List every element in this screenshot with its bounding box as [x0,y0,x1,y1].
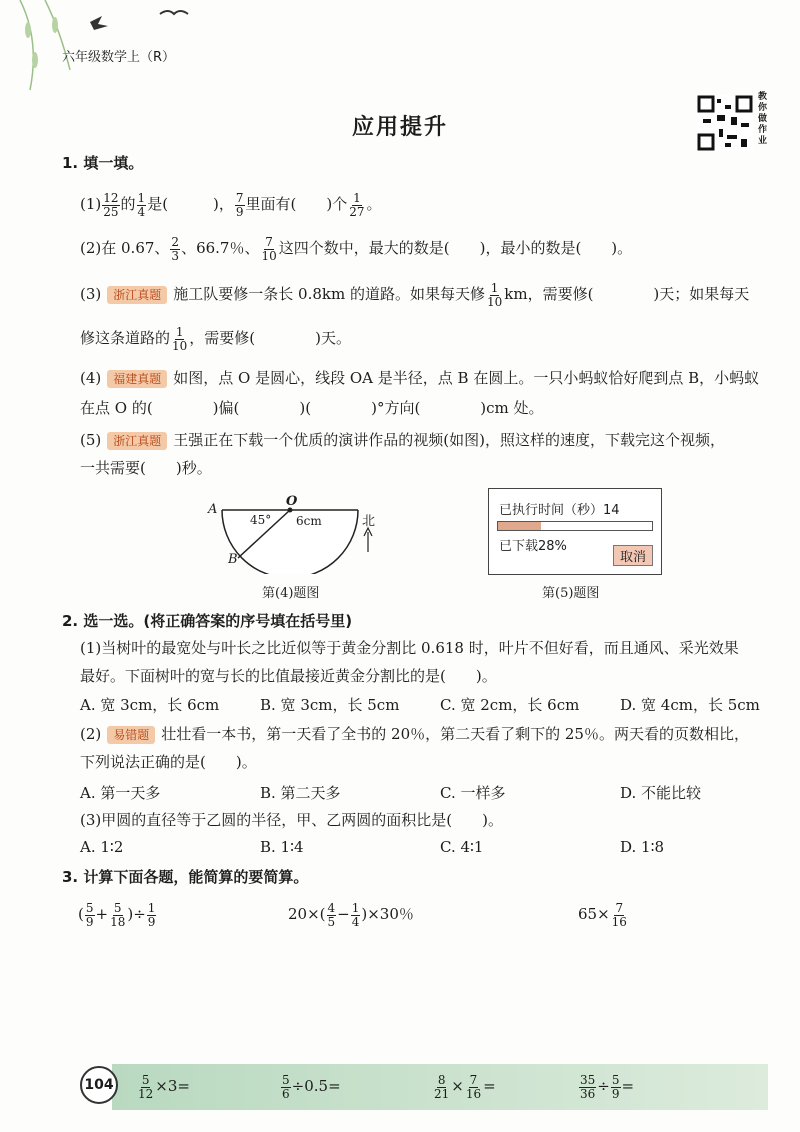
download-dialog [488,488,662,575]
choice-d: D. 不能比较 [620,784,702,802]
choice-a: A. 宽 3cm，长 6cm [80,696,220,714]
calc-1: ( $\frac{5}{9}$ + $\frac{5}{18}$ )÷ $\frac{1}{9}$ [78,900,156,929]
point-b-label: B [228,552,238,567]
region-tag: 浙江真题 [107,432,167,450]
q2-1-line2: 最好。下面树叶的宽与长的比值最接近黄金分割比的是( )。 [80,667,497,685]
north-label: 北 [362,514,376,529]
page-title: 应用提升 [351,115,448,140]
q2-1-line1: (1)当树叶的最宽处与叶长之比近似等于黄金分割比 0.618 时，叶片不但好看，而且通风、采光效果 [80,639,739,657]
figure-5-caption: 第(5)题图 [542,586,600,601]
choice-c: C. 一样多 [440,784,506,802]
mental-math-2: $\frac{5}{6}$ ÷0.5= [282,1072,341,1101]
elapsed-time: 已执行时间（秒）14 [499,503,620,518]
choice-b: B. 1∶4 [260,838,304,856]
calc-3: 65× $\frac{7}{16}$ [578,900,627,929]
mental-math-4: $\frac{35}{36}$ ÷ $\frac{5}{9}$ = [580,1072,635,1101]
point-o-label: O [286,494,298,509]
q1-5-line2: 一共需要( )秒。 [80,459,212,477]
choice-a: A. 1∶2 [80,838,124,856]
progress-fill [498,522,541,530]
qr-label: 教你做作业 [758,92,768,146]
q1-4-line2: 在点 O 的( )偏( )( )°方向( )cm 处。 [80,399,544,417]
calc-2: 20×( $\frac{4}{5}$ − $\frac{1}{4}$ )×30％ [288,900,414,929]
cancel-button[interactable]: 取消 [613,545,653,566]
qr-code-icon[interactable] [697,95,753,151]
mental-math-3: $\frac{8}{21}$ × $\frac{7}{16}$ = [434,1072,496,1101]
q1-1: (1) $\frac{12}{25}$ 的 $\frac{1}{4}$ 是( )， $\frac{7}{9}$ 里面有( )个 $\frac{1}{27}$ 。 [80,190,382,219]
page-number: 104 [80,1066,118,1104]
point-a-label: A [208,502,218,517]
error-prone-tag: 易错题 [107,726,155,744]
choice-b: B. 第二天多 [260,784,341,802]
q2-2-line1: (2) 易错题 壮壮看一本书，第一天看了全书的 20％，第二天看了剩下的 25％。两天看的页数相比， [80,725,749,743]
region-tag: 浙江真题 [107,286,167,304]
choice-d: D. 1∶8 [620,838,665,856]
progress-bar [497,521,653,531]
book-title: 六年级数学上（R） [62,50,176,65]
q2-3: (3)甲圆的直径等于乙圆的半径，甲、乙两圆的面积比是( )。 [80,811,503,829]
q1-5-line1: (5) 浙江真题 王强正在下载一个优质的演讲作品的视频(如图)，照这样的速度，下载完这个视频， [80,431,725,449]
q1-2: (2)在 0.67、 $\frac{2}{3}$ 、66.7％、 $\frac{7}{10}$ 这四个数中，最大的数是( )，最小的数是( )。 [80,234,633,263]
choice-d: D. 宽 4cm，长 5cm [620,696,760,714]
willow-decoration [0,0,200,90]
q1-3-line1: (3) 浙江真题 施工队要修一条长 0.8km 的道路。如果每天修 $\frac{1}{10}$ km，需要修( )天；如果每天 [80,280,750,309]
region-tag: 福建真题 [107,370,167,388]
radius-label: 6cm [296,514,322,528]
section-2-title: 2. 选一选。(将正确答案的序号填在括号里) [62,612,353,630]
q1-4-line1: (4) 福建真题 如图，点 O 是圆心，线段 OA 是半径，点 B 在圆上。一只小蚂蚁恰好爬到点 B，小蚂蚁 [80,369,760,387]
choice-c: C. 4∶1 [440,838,484,856]
mental-math-1: $\frac{5}{12}$ ×3= [138,1072,190,1101]
downloaded-percent: 已下载28% [499,539,567,554]
fraction: $\frac{12}{25}$ [103,190,119,219]
choice-a: A. 第一天多 [80,784,161,802]
section-3-title: 3. 计算下面各题，能简算的要简算。 [62,868,309,886]
section-1-title: 1. 填一填。 [62,154,144,172]
q2-2-line2: 下列说法正确的是( )。 [80,753,257,771]
angle-label: 45° [250,513,272,527]
figure-4-caption: 第(4)题图 [262,586,320,601]
choice-c: C. 宽 2cm，长 6cm [440,696,580,714]
choice-b: B. 宽 3cm，长 5cm [260,696,400,714]
q1-3-line2: 修这条道路的 $\frac{1}{10}$ ，需要修( )天。 [80,324,352,353]
